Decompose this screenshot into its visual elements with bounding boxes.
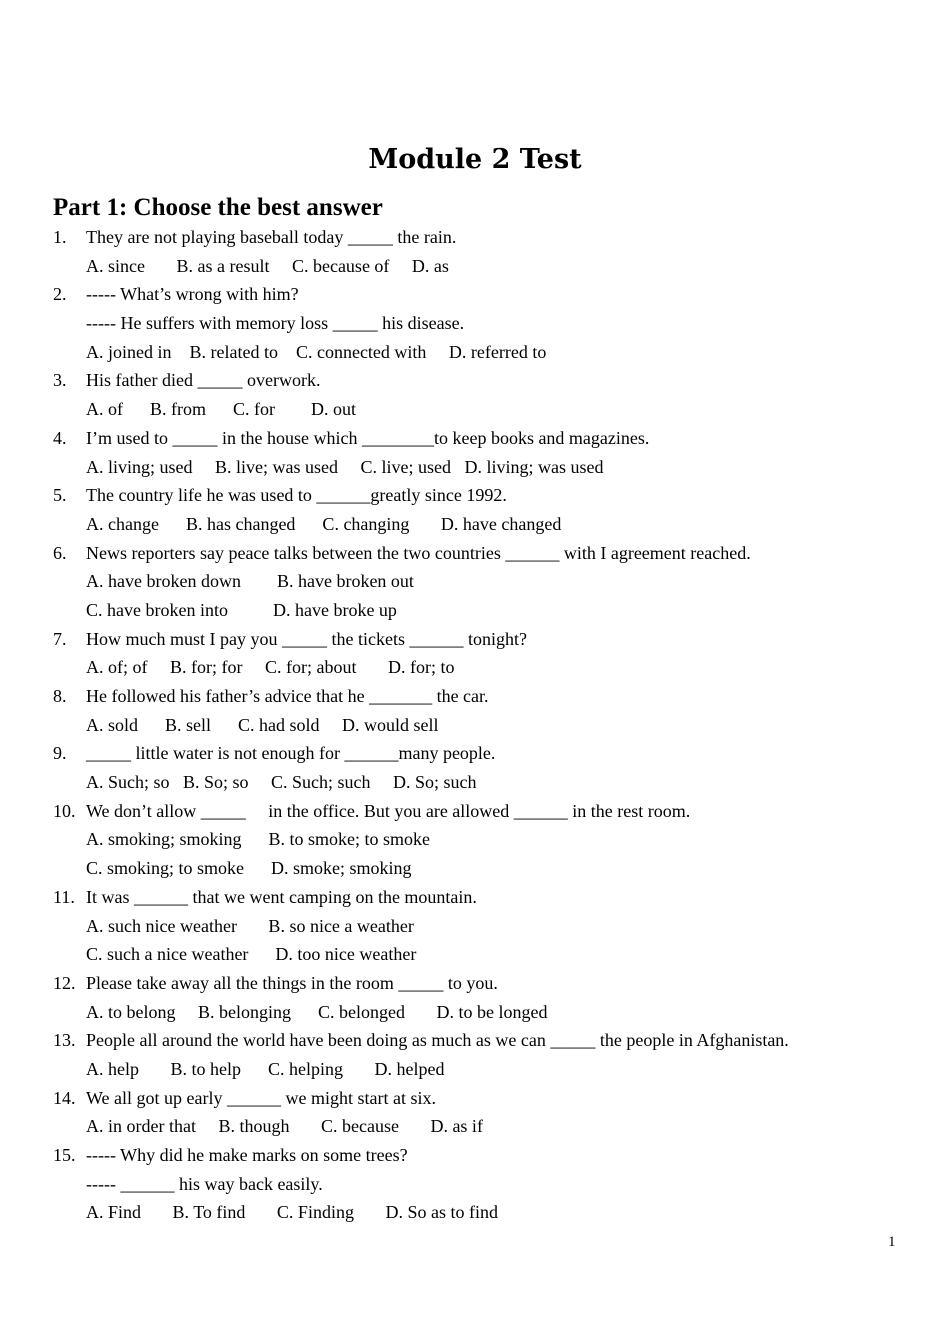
question-text: _____ little water is not enough for ______many people. — [86, 743, 496, 764]
question-text: The country life he was used to ______greatly since 1992. — [86, 485, 507, 506]
question-option-line — [0, 854, 950, 883]
answer-options: C. such a nice weather D. too nice weather — [86, 944, 417, 965]
answer-options: A. have broken down B. have broken out — [86, 571, 414, 592]
question-number: 15. — [53, 1145, 76, 1165]
question-number: 13. — [53, 1030, 76, 1051]
question-line — [0, 223, 950, 252]
question-line — [0, 481, 950, 510]
question-number: 5. — [53, 485, 67, 506]
question-line — [0, 1026, 950, 1055]
question-number: 11. — [53, 886, 75, 907]
question-line — [0, 797, 950, 826]
question-text: ----- Why did he make marks on some trees? — [86, 1145, 408, 1165]
question-option-line — [0, 825, 950, 854]
question-line — [0, 883, 950, 912]
question-line — [0, 625, 950, 654]
question-option-line — [0, 510, 950, 539]
answer-options: A. Such; so B. So; so C. Such; such D. So; such — [86, 772, 477, 793]
question-text: His father died _____ overwork. — [86, 370, 321, 391]
question-option-line — [0, 596, 950, 625]
question-text: They are not playing baseball today _____ the rain. — [86, 227, 457, 247]
question-line — [0, 1141, 950, 1170]
question-option-line — [0, 768, 950, 797]
page-title: Module 2 Test — [368, 144, 582, 175]
question-option-line — [0, 453, 950, 482]
question-text: We all got up early ______ we might start at six. — [86, 1087, 436, 1108]
question-line — [0, 1084, 950, 1113]
question-option-line — [0, 567, 950, 596]
question-text: News reporters say peace talks between the two countries ______ with I agreement reached. — [86, 542, 751, 563]
question-option-line — [0, 1112, 950, 1141]
question-option-line — [0, 395, 950, 424]
answer-options: A. to belong B. belonging C. belonged D. to be longed — [86, 1001, 548, 1022]
answer-options: A. such nice weather B. so nice a weather — [86, 915, 414, 936]
question-option-line — [0, 309, 950, 338]
question-line — [0, 366, 950, 395]
answer-options: ----- He suffers with memory loss _____ his disease. — [86, 313, 465, 334]
question-option-line — [0, 653, 950, 682]
question-number: 1. — [53, 227, 67, 247]
answer-options: C. have broken into D. have broke up — [86, 599, 397, 620]
answer-options: C. smoking; to smoke D. smoke; smoking — [86, 858, 412, 879]
question-number: 3. — [53, 370, 67, 391]
answer-options: A. smoking; smoking B. to smoke; to smoke — [86, 829, 431, 850]
answer-options: A. of; of B. for; for C. for; about D. for; to — [86, 657, 455, 678]
question-number: 6. — [53, 542, 67, 563]
question-list — [0, 223, 950, 1227]
answer-options: A. since B. as a result C. because of D. as — [86, 255, 449, 276]
question-text: It was ______ that we went camping on the mountain. — [86, 886, 477, 907]
question-text: He followed his father’s advice that he _______ the car. — [86, 686, 489, 706]
answer-options: A. joined in B. related to C. connected with D. referred to — [86, 341, 547, 362]
question-line — [0, 539, 950, 568]
answer-options: A. Find B. To find C. Finding D. So as to find — [86, 1202, 498, 1223]
answer-options: A. living; used B. live; was used C. live; used D. living; was used — [86, 456, 604, 477]
answer-options: A. in order that B. though C. because D. as if — [86, 1116, 483, 1137]
question-option-line — [0, 338, 950, 367]
question-line — [0, 739, 950, 768]
question-option-line — [0, 711, 950, 740]
part-heading: Part 1: Choose the best answer — [53, 194, 383, 221]
question-option-line — [0, 1055, 950, 1084]
question-number: 14. — [53, 1087, 76, 1108]
question-number: 9. — [53, 743, 67, 764]
question-option-line — [0, 940, 950, 969]
page-number: 1 — [888, 1234, 896, 1250]
question-line — [0, 424, 950, 453]
question-option-line — [0, 912, 950, 941]
question-number: 4. — [53, 427, 67, 448]
question-option-line — [0, 252, 950, 281]
answer-options: A. sold B. sell C. had sold D. would sell — [86, 714, 439, 735]
question-text: ----- What’s wrong with him? — [86, 284, 299, 305]
answer-options: ----- ______ his way back easily. — [86, 1173, 323, 1194]
question-line — [0, 682, 950, 711]
question-line — [0, 280, 950, 309]
answer-options: A. of B. from C. for D. out — [86, 399, 356, 420]
question-number: 2. — [53, 284, 67, 305]
answer-options: A. change B. has changed C. changing D. have changed — [86, 513, 562, 534]
question-text: I’m used to _____ in the house which ________to keep books and magazines. — [86, 427, 650, 448]
question-option-line — [0, 1170, 950, 1199]
question-text: We don’t allow _____ in the office. But you are allowed ______ in the rest room. — [86, 800, 691, 821]
answer-options: A. help B. to help C. helping D. helped — [86, 1058, 445, 1079]
question-option-line — [0, 1198, 950, 1227]
question-number: 10. — [53, 800, 76, 821]
question-number: 12. — [53, 972, 76, 993]
question-number: 8. — [53, 686, 67, 706]
question-text: People all around the world have been doing as much as we can _____ the people in Afghanistan. — [86, 1030, 789, 1051]
question-text: Please take away all the things in the room _____ to you. — [86, 972, 498, 993]
question-text: How much must I pay you _____ the tickets ______ tonight? — [86, 628, 527, 649]
question-number: 7. — [53, 628, 67, 649]
question-option-line — [0, 998, 950, 1027]
question-line — [0, 969, 950, 998]
